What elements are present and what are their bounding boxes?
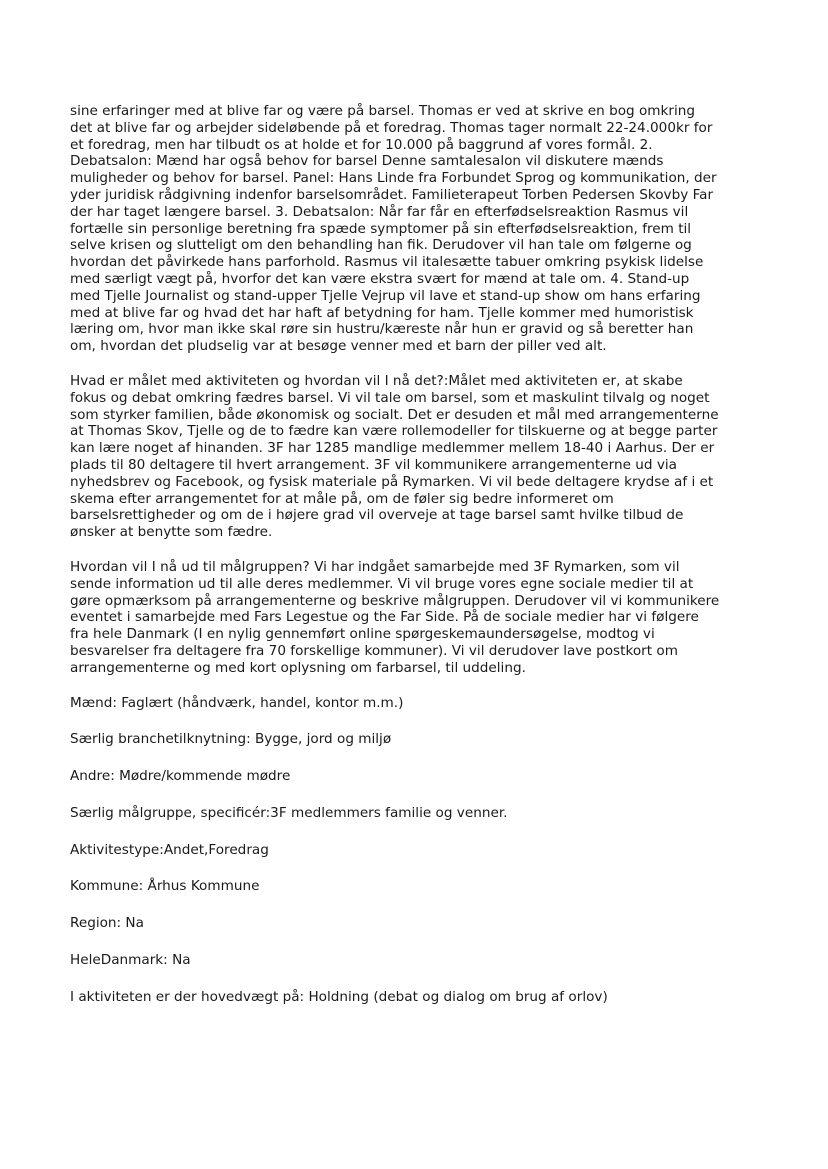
text-line: læring om, hvor man ikke skal røre sin hustru/kæreste når hun er gravid og så beretter han — [70, 321, 694, 338]
text-line: Hvad er målet med aktiviteten og hvordan vil I nå det?:Målet med aktiviteten er, at skabe — [70, 372, 683, 389]
text-line: skema efter arrangementet for at måle på, om de føler sig bedre informeret om — [70, 490, 614, 507]
text-line: yder juridisk rådgivning indenfor barselsområdet. Familieterapeut Torben Pedersen Skovby Far — [70, 186, 714, 203]
region-field: Region: Na — [70, 915, 144, 932]
outreach-paragraph — [70, 559, 760, 677]
text-line: om, hvordan det pludselig var at besøge venner med et barn der piller ved alt. — [70, 338, 607, 355]
goal-paragraph — [70, 373, 760, 541]
text-line: hvordan det påvirkede hans parforhold. Rasmus vil italesætte tabuer omkring psykisk lidelse — [70, 254, 704, 271]
text-line: med Tjelle Journalist og stand-upper Tjelle Vejrup vil lave et stand-up show om hans erfaring — [70, 287, 701, 304]
text-line: Hvordan vil I nå ud til målgruppen? Vi har indgået samarbejde med 3F Rymarken, som vil — [70, 558, 680, 575]
text-line: besvarelser fra deltagere fra 70 forskellige kommuner). Vi vil derudover lave postkort om — [70, 642, 678, 659]
text-line: et foredrag, men har tilbudt os at holde et for 10.000 på baggrund af vores formål. 2. — [70, 136, 653, 153]
whole-denmark-field: HeleDanmark: Na — [70, 952, 191, 969]
text-line: eventet i samarbejde med Fars Legestue og the Far Side. På de sociale medier har vi følgere — [70, 609, 699, 626]
text-line: kan lære noget af hinanden. 3F har 1285 mandlige medlemmer mellem 18-40 i Aarhus. Der er — [70, 440, 715, 457]
text-line: selve krisen og slutteligt om den behandling han fik. Derudover vil han tale om følgerne og — [70, 237, 692, 254]
special-target-group-field: Særlig målgruppe, specificér:3F medlemmers familie og venner. — [70, 804, 508, 821]
text-line: Debatsalon: Mænd har også behov for barsel Denne samtalesalon vil diskutere mænds — [70, 153, 664, 170]
text-line: fokus og debat omkring fædres barsel. Vi vil tale om barsel, som et maskulint tilvalg og noget — [70, 389, 710, 406]
text-line: fortælle sin personlige beretning fra spæde symptomer på sin efterfødselsreaktion, frem til — [70, 220, 692, 237]
text-line: nyhedsbrev og Facebook, og fysisk materiale på Rymarken. Vi vil bede deltagere krydse af i et — [70, 473, 714, 490]
text-line: med at blive far og hvad det har haft af betydning for ham. Tjelle kommer med humoristisk — [70, 304, 694, 321]
activity-type-field: Aktivitestype:Andet,Foredrag — [70, 841, 269, 858]
activity-description-paragraph — [70, 103, 760, 355]
others-field: Andre: Mødre/kommende mødre — [70, 768, 291, 785]
text-line: plads til 80 deltagere til hvert arrangement. 3F vil kommunikere arrangementerne ud via — [70, 456, 677, 473]
municipality-field: Kommune: Århus Kommune — [70, 878, 260, 895]
text-line: fra hele Danmark (I en nylig gennemført online spørgeskemaundersøgelse, modtog vi — [70, 626, 655, 643]
text-line: barselsrettigheder og om de i højere grad vil overveje at tage barsel samt hvilke tilbud de — [70, 507, 684, 524]
text-line: gøre opmærksom på arrangementerne og beskrive målgruppen. Derudover vil vi kommunikere — [70, 592, 720, 609]
text-line: arrangementerne og med kort oplysning om farbarsel, til uddeling. — [70, 659, 526, 676]
industry-affiliation-field: Særlig branchetilknytning: Bygge, jord og miljø — [70, 731, 392, 748]
document-body — [70, 103, 760, 1026]
text-line: det at blive far og arbejder sideløbende på et foredrag. Thomas tager normalt 22-24.000kr for — [70, 119, 713, 136]
text-line: sine erfaringer med at blive far og være på barsel. Thomas er ved at skrive en bog omkring — [70, 103, 696, 119]
text-line: at Thomas Skov, Tjelle og de to fædre kan være rollemodeller for tilskuerne og at begge parter — [70, 423, 718, 440]
text-line: med særligt vægt på, hvorfor det kan være ekstra svært for mænd at tale om. 4. Stand-up — [70, 270, 690, 287]
text-line: muligheder og behov for barsel. Panel: Hans Linde fra Forbundet Sprog og kommunikation, der — [70, 170, 717, 187]
target-men-field: Mænd: Faglært (håndværk, handel, kontor m.m.) — [70, 694, 404, 711]
text-line: sende information ud til alle deres medlemmer. Vi vil bruge vores egne sociale medier til at — [70, 575, 694, 592]
text-line: ønsker at benytte som fædre. — [70, 524, 273, 541]
main-focus-field: I aktiviteten er der hovedvægt på: Holdning (debat og dialog om brug af orlov) — [70, 988, 608, 1005]
text-line: som styrker familien, både økonomisk og socialt. Det er desuden et mål med arrangementerne — [70, 406, 719, 423]
text-line: der har taget længere barsel. 3. Debatsalon: Når far får en efterfødselsreaktion Rasmus vil — [70, 203, 689, 220]
